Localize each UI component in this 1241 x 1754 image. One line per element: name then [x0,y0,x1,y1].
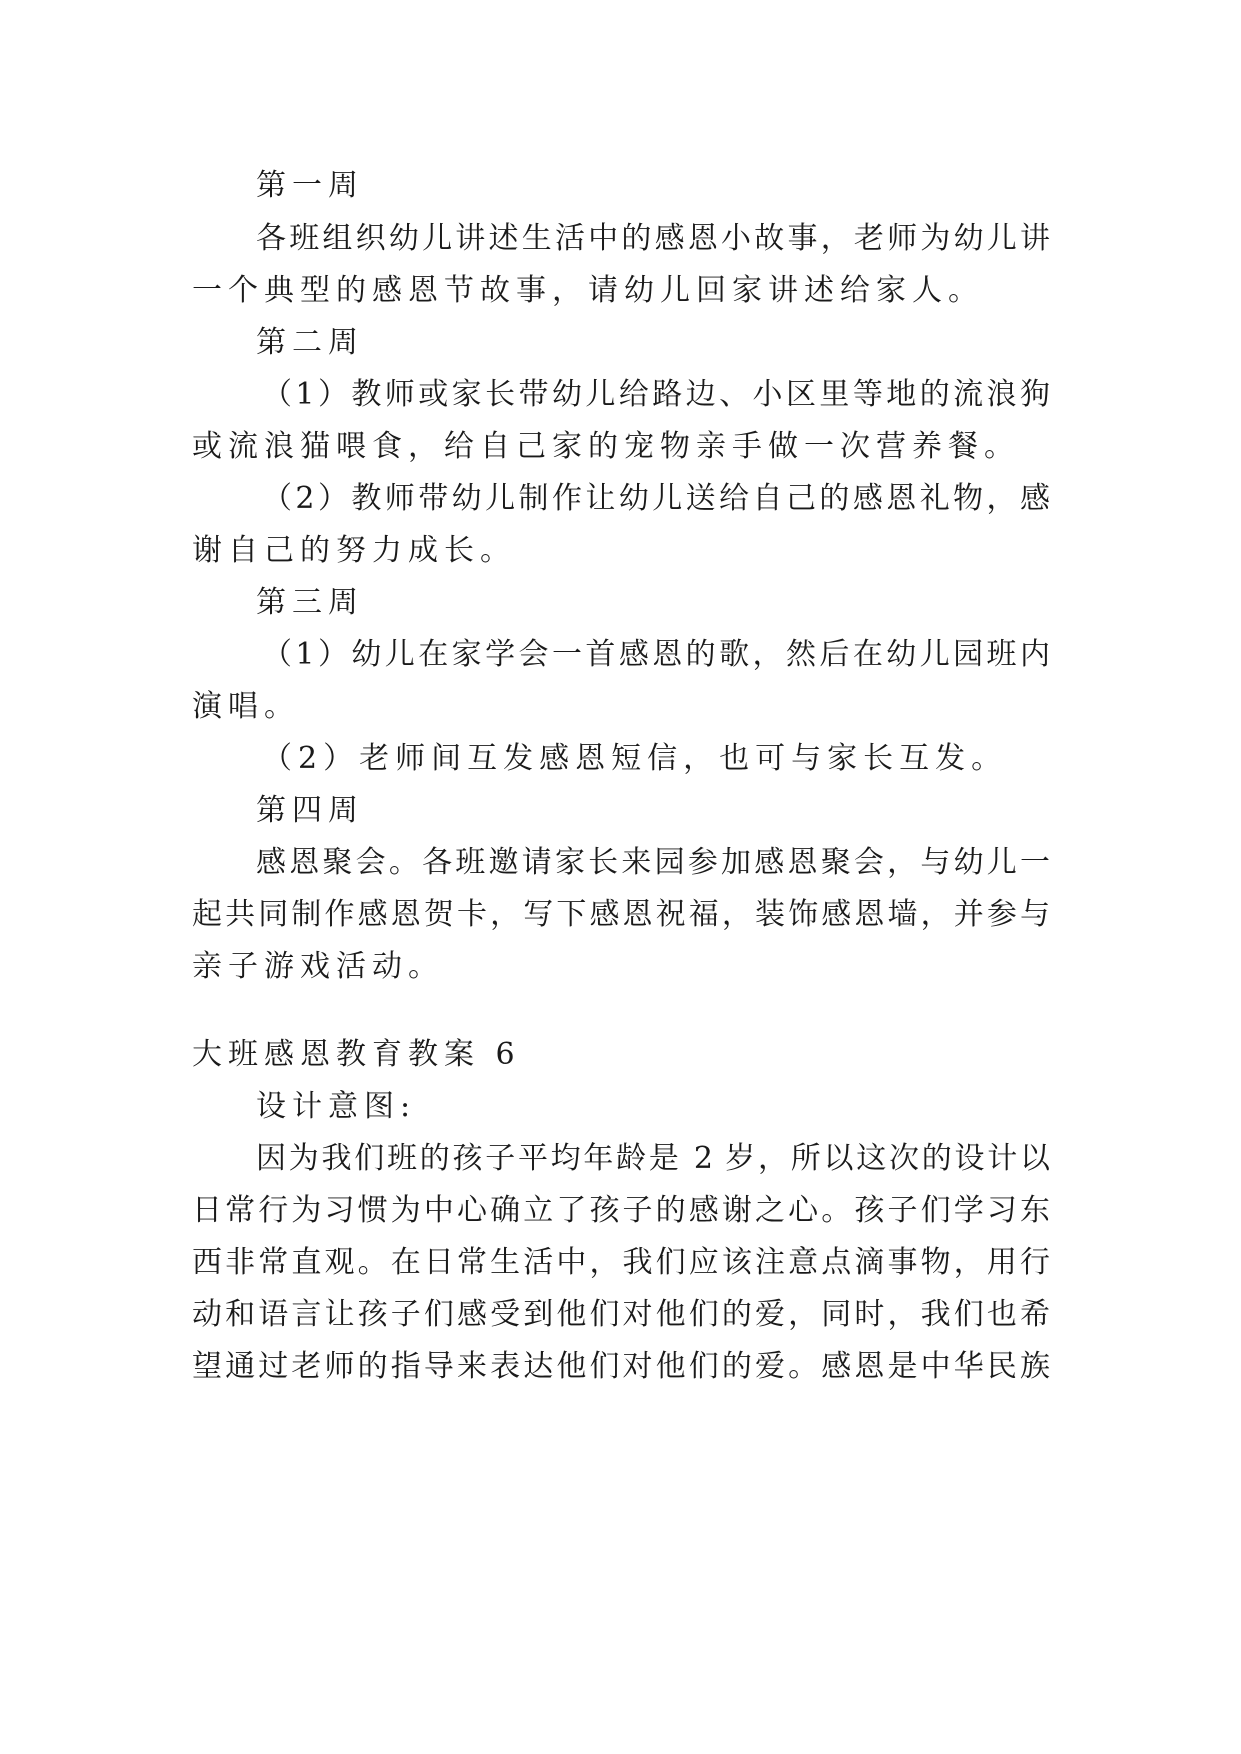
paragraph-line: （2）老师间互发感恩短信，也可与家长互发。 [262,741,1008,776]
week-1-heading: 第一周 [256,168,364,203]
paragraph-line: 望通过老师的指导来表达他们对他们的爱。感恩是中华民族 [192,1349,1050,1384]
section-title: 大班感恩教育教案 6 [192,1037,521,1072]
paragraph-line: 演唱。 [192,689,300,724]
paragraph-line: 感恩聚会。各班邀请家长来园参加感恩聚会，与幼儿一 [256,845,1050,880]
week-2-heading: 第二周 [256,325,364,360]
paragraph-line: （1）教师或家长带幼儿给路边、小区里等地的流浪狗 [262,377,1050,412]
paragraph-line: 各班组织幼儿讲述生活中的感恩小故事，老师为幼儿讲 [256,221,1050,256]
paragraph-line: （2）教师带幼儿制作让幼儿送给自己的感恩礼物，感 [262,481,1050,516]
paragraph-line: 或流浪猫喂食，给自己家的宠物亲手做一次营养餐。 [192,429,1020,464]
paragraph-line: 动和语言让孩子们感受到他们对他们的爱，同时，我们也希 [192,1297,1050,1332]
week-3-heading: 第三周 [256,585,364,620]
subsection-heading: 设计意图: [256,1089,417,1124]
paragraph-line: 日常行为习惯为中心确立了孩子的感谢之心。孩子们学习东 [192,1193,1050,1228]
paragraph-line: 谢自己的努力成长。 [192,533,516,568]
paragraph-line: （1）幼儿在家学会一首感恩的歌，然后在幼儿园班内 [262,637,1050,672]
paragraph-line: 因为我们班的孩子平均年龄是 2 岁，所以这次的设计以 [256,1141,1050,1176]
paragraph-line: 起共同制作感恩贺卡，写下感恩祝福，装饰感恩墙，并参与 [192,897,1050,932]
paragraph-line: 西非常直观。在日常生活中，我们应该注意点滴事物，用行 [192,1245,1050,1280]
paragraph-line: 亲子游戏活动。 [192,949,444,984]
paragraph-line: 一个典型的感恩节故事，请幼儿回家讲述给家人。 [192,273,984,308]
week-4-heading: 第四周 [256,793,364,828]
